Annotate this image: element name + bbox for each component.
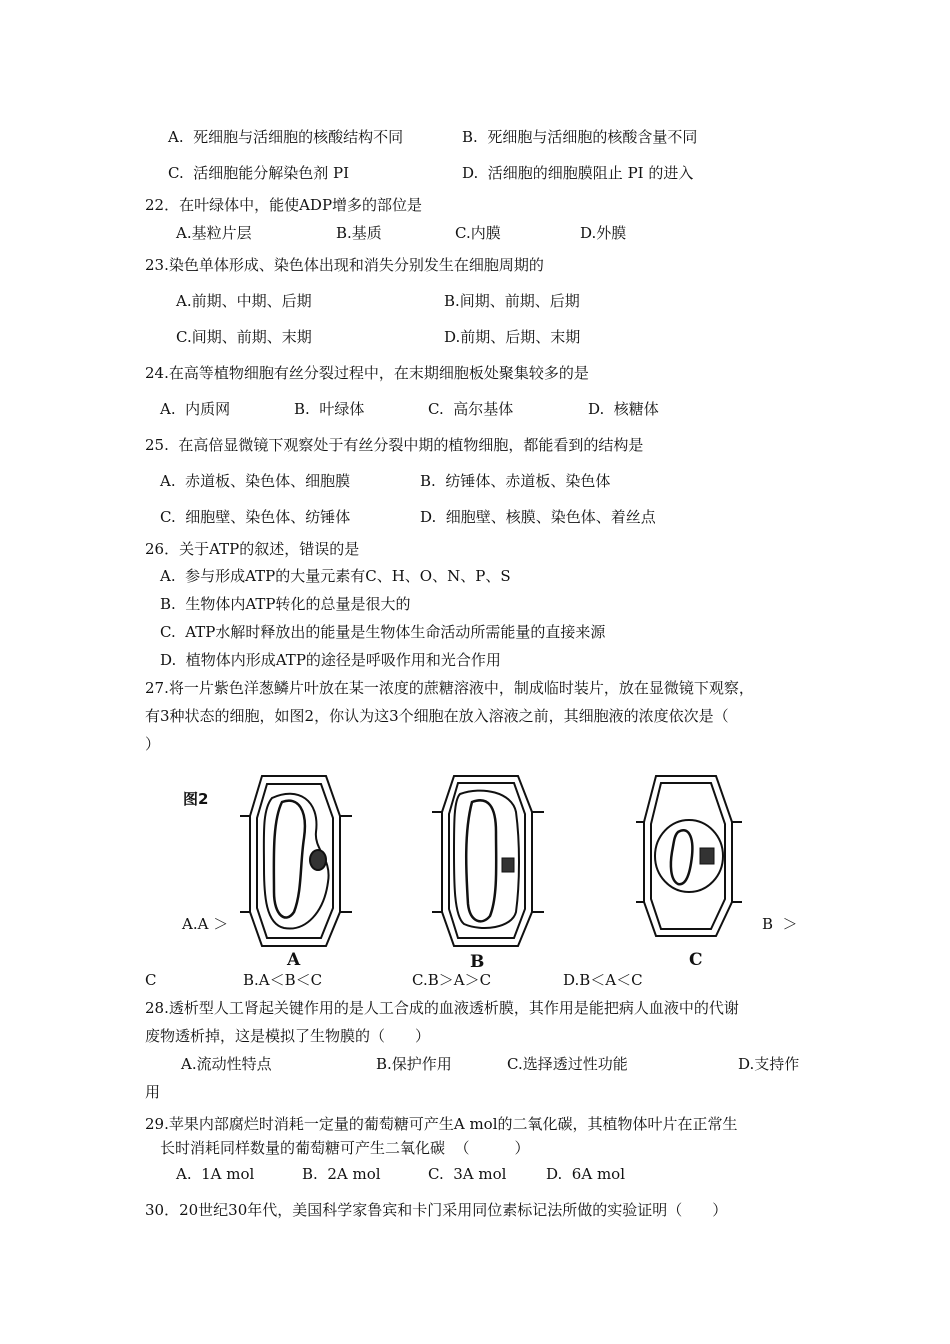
q26-option-a: A. 参与形成ATP的大量元素有C、H、O、N、P、S xyxy=(160,567,511,585)
q21-option-a: A. 死细胞与活细胞的核酸结构不同 xyxy=(168,128,404,146)
q29-option-d: D. 6A mol xyxy=(546,1165,625,1183)
q29-stem-line1: 29.苹果内部腐烂时消耗一定量的葡萄糖可产生A mol的二氧化碳，其植物体叶片在正常生 xyxy=(145,1115,738,1133)
q23-option-c: C.间期、前期、末期 xyxy=(176,328,312,346)
q27-stem-line1: 27.将一片紫色洋葱鳞片叶放在某一浓度的蔗糖溶液中，制成临时装片，放在显微镜下观察， xyxy=(145,679,754,697)
cell-a-label: A xyxy=(287,950,301,970)
q27-option-c: C.B＞A＞C xyxy=(412,971,492,989)
q21-option-c: C. 活细胞能分解染色剂 PI xyxy=(168,164,350,182)
q29-option-a: A. 1A mol xyxy=(176,1165,255,1183)
q29-option-b: B. 2A mol xyxy=(302,1165,381,1183)
q28-option-d-part1: D.支持作 xyxy=(738,1055,800,1073)
q30-stem: 30．20世纪30年代，美国科学家鲁宾和卡门采用同位素标记法所做的实验证明（ ） xyxy=(145,1201,728,1219)
q25-option-d: D. 细胞壁、核膜、染色体、着丝点 xyxy=(420,508,656,526)
q23-stem: 23.染色单体形成、染色体出现和消失分别发生在细胞周期的 xyxy=(145,256,544,274)
cell-c-label: C xyxy=(689,950,703,970)
q24-option-b: B. 叶绿体 xyxy=(294,400,365,418)
q21-option-b: B. 死细胞与活细胞的核酸含量不同 xyxy=(462,128,698,146)
q26-stem: 26．关于ATP的叙述，错误的是 xyxy=(145,540,360,558)
q28-option-d-part2: 用 xyxy=(145,1083,161,1101)
q28-stem-line2: 废物透析掉，这是模拟了生物膜的（ ） xyxy=(145,1027,431,1045)
q29-stem-line2: 长时消耗同样数量的葡萄糖可产生二氧化碳 （ ） xyxy=(160,1139,530,1157)
figure-2-label: 图2 xyxy=(183,790,209,808)
q26-option-b: B. 生物体内ATP转化的总量是很大的 xyxy=(160,595,411,613)
q23-option-d: D.前期、后期、末期 xyxy=(444,328,581,346)
q22-option-a: A.基粒片层 xyxy=(176,224,252,242)
q28-option-c: C.选择透过性功能 xyxy=(507,1055,628,1073)
q25-option-a: A. 赤道板、染色体、细胞膜 xyxy=(160,472,351,490)
plant-cell-b-diagram xyxy=(432,772,544,950)
q25-option-c: C. 细胞壁、染色体、纺锤体 xyxy=(160,508,351,526)
q27-option-a-part3: C xyxy=(145,971,157,989)
q22-option-b: B.基质 xyxy=(336,224,382,242)
q22-stem: 22．在叶绿体中，能使ADP增多的部位是 xyxy=(145,196,423,214)
q27-option-b: B.A＜B＜C xyxy=(243,971,323,989)
q23-option-b: B.间期、前期、后期 xyxy=(444,292,580,310)
q29-option-c: C. 3A mol xyxy=(428,1165,507,1183)
q22-option-d: D.外膜 xyxy=(580,224,627,242)
q27-stem-line3: ） xyxy=(145,735,161,753)
q22-option-c: C.内膜 xyxy=(455,224,501,242)
q27-option-a-part1: A.A ＞ xyxy=(182,915,229,933)
q28-stem-line1: 28.透析型人工肾起关键作用的是人工合成的血液透析膜，其作用是能把病人血液中的代谢 xyxy=(145,999,739,1017)
cell-b-label: B xyxy=(470,952,485,972)
q23-option-a: A.前期、中期、后期 xyxy=(176,292,312,310)
plant-cell-a-diagram xyxy=(240,772,352,950)
q25-option-b: B. 纺锤体、赤道板、染色体 xyxy=(420,472,611,490)
q28-option-b: B.保护作用 xyxy=(376,1055,452,1073)
q24-option-a: A. 内质网 xyxy=(160,400,231,418)
plant-cell-c-diagram xyxy=(636,772,742,940)
q28-option-a: A.流动性特点 xyxy=(181,1055,272,1073)
q27-option-a-part2: B ＞ xyxy=(762,915,798,933)
q26-option-d: D. 植物体内形成ATP的途径是呼吸作用和光合作用 xyxy=(160,651,501,669)
q26-option-c: C. ATP水解时释放出的能量是生物体生命活动所需能量的直接来源 xyxy=(160,623,606,641)
q25-stem: 25. 在高倍显微镜下观察处于有丝分裂中期的植物细胞，都能看到的结构是 xyxy=(145,436,644,454)
q27-option-d: D.B＜A＜C xyxy=(563,971,643,989)
q24-option-d: D. 核糖体 xyxy=(588,400,659,418)
q24-stem: 24.在高等植物细胞有丝分裂过程中，在末期细胞板处聚集较多的是 xyxy=(145,364,589,382)
q21-option-d: D. 活细胞的细胞膜阻止 PI 的进入 xyxy=(462,164,694,182)
q27-stem-line2: 有3种状态的细胞，如图2，你认为这3个细胞在放入溶液之前，其细胞液的浓度依次是（ xyxy=(145,707,729,725)
q24-option-c: C. 高尔基体 xyxy=(428,400,514,418)
